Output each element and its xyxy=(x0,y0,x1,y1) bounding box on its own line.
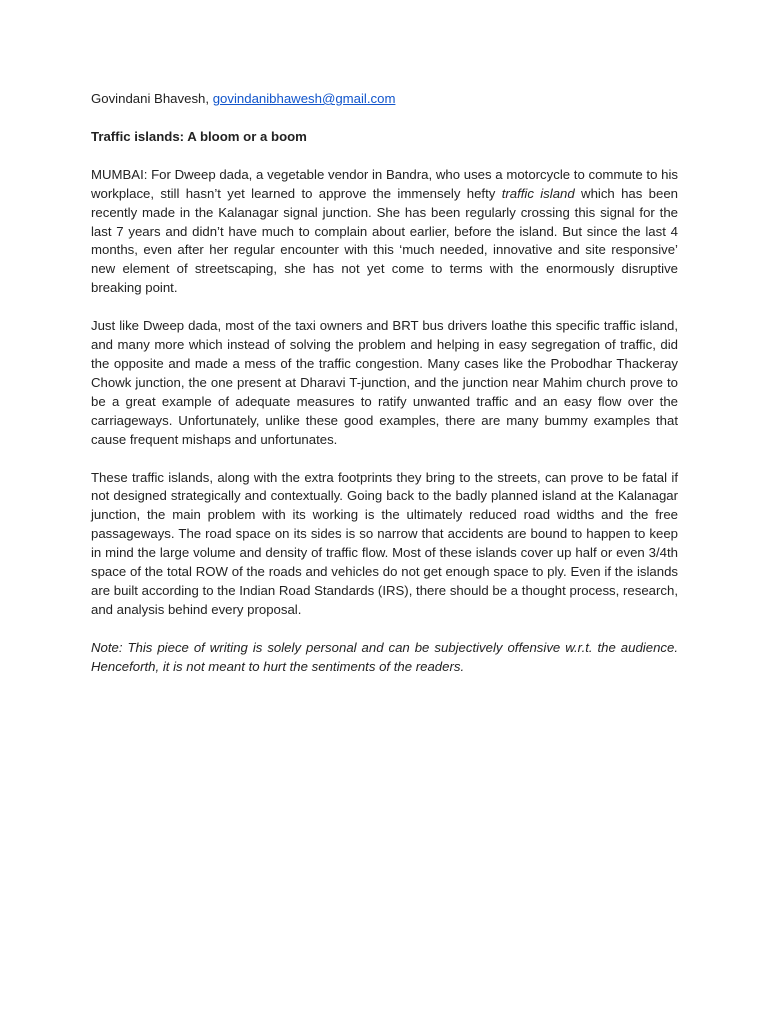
disclaimer-note: Note: This piece of writing is solely personal and can be subjectively offensive w.r.t. the audience. Henceforth, it is not meant to hurt the sentiments of the readers. xyxy=(91,639,678,674)
article-title: Traffic islands: A bloom or a boom xyxy=(91,128,307,144)
paragraph-1-text-a: MUMBAI: For Dweep dada, a vegetable vendor in Bandra, who uses a motorcycle to commute to his workplace, still hasn’t yet learned to approve the immensely hefty xyxy=(91,166,678,201)
paragraph-1-text-b: which has been recently made in the Kalanagar signal junction. She has been regularly crossing this signal for the last 7 years and didn’t have much to complain about earlier, before the island. But since the last 4 months, even after her regular encounter with this ‘much needed, innovative and site responsive’ new element of streetscaping, she has not yet come to terms with the enormously disruptive breaking point. xyxy=(91,185,679,296)
author-line xyxy=(91,90,678,109)
author-email-link[interactable]: govindanibhawesh@gmail.com xyxy=(212,91,396,106)
paragraph-1 xyxy=(91,166,678,298)
paragraph-2: Just like Dweep dada, most of the taxi owners and BRT bus drivers loathe this specific traffic island, and many more which instead of solving the problem and helping in easy segregation of traffic, did the opposite and made a mess of the traffic congestion. Many cases like the Probodhar Thackeray Chowk junction, the one present at Dharavi T-junction, and the junction near Mahim church prove to be a great example of adequate measures to ratify unwanted traffic and an easy flow over the carriageways. Unfortunately, unlike these good examples, there are many bummy examples that cause frequent mishaps and unfortunates. xyxy=(91,318,678,447)
document-page xyxy=(91,90,678,677)
paragraph-3: These traffic islands, along with the extra footprints they bring to the streets, can prove to be fatal if not designed strategically and contextually. Going back to the badly planned island at the Kalanagar junction, the main problem with its working is the ultimately reduced road widths and the free passageways. The road space on its sides is so narrow that accidents are bound to happen to keep in mind the large volume and density of traffic flow. Most of these islands cover up half or even 3/4th space of the total ROW of the roads and vehicles do not get enough space to ply. Even if the islands are built according to the Indian Road Standards (IRS), there should be a thought process, research, and analysis behind every proposal. xyxy=(91,469,678,617)
author-name: Govindani Bhavesh, xyxy=(91,91,210,106)
paragraph-1-emphasis: traffic island xyxy=(501,185,575,201)
